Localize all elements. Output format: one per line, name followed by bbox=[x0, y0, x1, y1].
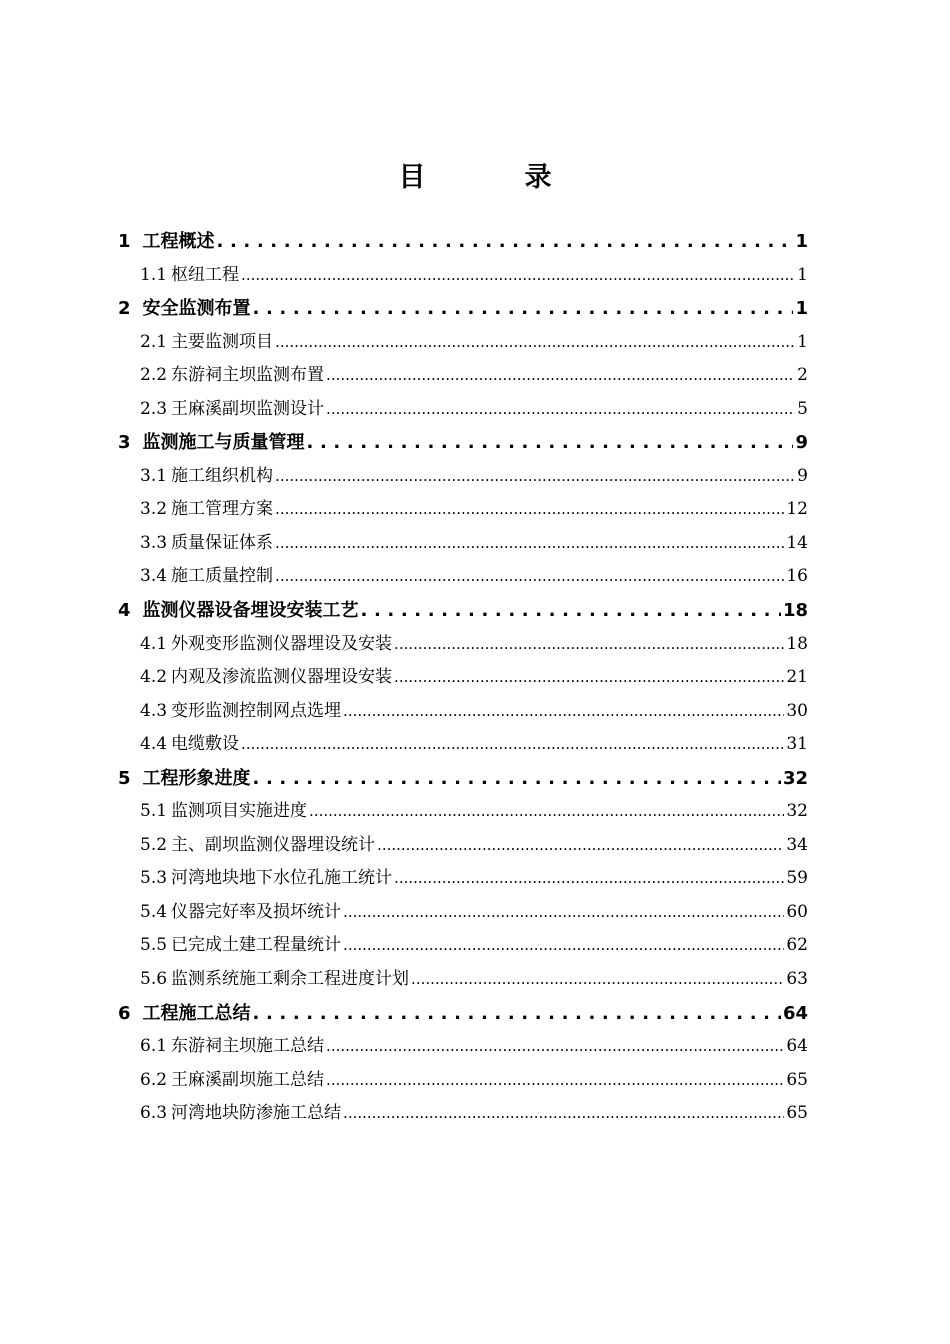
toc-entry-title: 工程概述 bbox=[142, 231, 215, 252]
toc-entry-page: 1 bbox=[797, 264, 808, 285]
toc-entry-title: 监测系统施工剩余工程进度计划 bbox=[171, 969, 410, 990]
toc-entry-number: 6.2 bbox=[140, 1069, 168, 1090]
toc-entry-page: 9 bbox=[795, 432, 808, 454]
toc-entry-page: 63 bbox=[786, 969, 808, 990]
toc-entry-page: 30 bbox=[786, 700, 808, 721]
toc-entry-number: 4.1 bbox=[140, 633, 168, 654]
toc-entry-title: 质量保证体系 bbox=[171, 532, 274, 553]
toc-entry-page: 62 bbox=[786, 935, 808, 956]
toc-entry-page: 18 bbox=[782, 600, 808, 622]
toc-chapter-1[interactable] bbox=[118, 225, 808, 259]
toc-section-5-5[interactable] bbox=[118, 929, 808, 963]
dot-leader bbox=[275, 527, 784, 561]
dot-leader bbox=[343, 929, 784, 963]
toc-section-5-4[interactable] bbox=[118, 896, 808, 930]
toc-section-6-1[interactable] bbox=[118, 1030, 808, 1064]
dot-leader bbox=[253, 762, 781, 796]
table-of-contents bbox=[118, 225, 808, 1131]
toc-entry-number: 2 bbox=[118, 298, 131, 320]
dot-leader bbox=[241, 259, 795, 293]
toc-section-4-2[interactable] bbox=[118, 661, 808, 695]
toc-entry-title: 河湾地块防渗施工总结 bbox=[171, 1103, 342, 1124]
toc-section-5-6[interactable] bbox=[118, 963, 808, 997]
toc-chapter-4[interactable] bbox=[118, 594, 808, 628]
dot-leader bbox=[309, 795, 784, 829]
dot-leader bbox=[326, 359, 795, 393]
toc-entry-number: 4.4 bbox=[140, 734, 168, 755]
toc-entry-number: 5.2 bbox=[140, 834, 168, 855]
toc-title: 目 录 bbox=[398, 162, 588, 193]
toc-entry-page: 64 bbox=[782, 1002, 808, 1024]
toc-entry-number: 1.1 bbox=[140, 264, 168, 285]
toc-entry-page: 2 bbox=[797, 365, 808, 386]
dot-leader bbox=[326, 393, 795, 427]
toc-entry-title: 变形监测控制网点选埋 bbox=[171, 700, 342, 721]
toc-entry-page: 59 bbox=[786, 868, 808, 889]
toc-entry-title: 仪器完好率及损坏统计 bbox=[171, 901, 342, 922]
toc-entry-page: 34 bbox=[786, 834, 808, 855]
toc-entry-title: 王麻溪副坝施工总结 bbox=[171, 1069, 325, 1090]
toc-section-2-1[interactable] bbox=[118, 326, 808, 360]
toc-entry-page: 12 bbox=[786, 499, 808, 520]
toc-entry-title: 主、副坝监测仪器埋设统计 bbox=[171, 834, 376, 855]
toc-entry-number: 3.1 bbox=[140, 465, 168, 486]
toc-entry-page: 14 bbox=[786, 532, 808, 553]
toc-entry-page: 21 bbox=[786, 667, 808, 688]
toc-entry-number: 3.4 bbox=[140, 566, 168, 587]
toc-section-4-3[interactable] bbox=[118, 695, 808, 729]
toc-entry-title: 内观及渗流监测仪器埋设安装 bbox=[171, 667, 393, 688]
toc-entry-number: 5 bbox=[118, 767, 131, 789]
toc-entry-number: 4.2 bbox=[140, 667, 168, 688]
toc-entry-number: 6 bbox=[118, 1002, 131, 1024]
toc-entry-title: 已完成土建工程量统计 bbox=[171, 935, 342, 956]
toc-entry-page: 64 bbox=[786, 1036, 808, 1057]
toc-entry-page: 1 bbox=[795, 231, 808, 252]
toc-entry-page: 5 bbox=[797, 398, 808, 419]
toc-chapter-3[interactable] bbox=[118, 426, 808, 460]
toc-entry-title: 监测项目实施进度 bbox=[171, 801, 308, 822]
dot-leader bbox=[241, 728, 784, 762]
dot-leader bbox=[343, 695, 784, 729]
toc-entry-title: 河湾地块地下水位孔施工统计 bbox=[171, 868, 393, 889]
dot-leader bbox=[275, 560, 784, 594]
toc-entry-title: 东游祠主坝施工总结 bbox=[171, 1036, 325, 1057]
toc-entry-title: 枢纽工程 bbox=[171, 264, 240, 285]
toc-chapter-6[interactable] bbox=[118, 997, 808, 1031]
toc-entry-title: 施工管理方案 bbox=[171, 499, 274, 520]
toc-entry-page: 60 bbox=[786, 901, 808, 922]
toc-section-5-1[interactable] bbox=[118, 795, 808, 829]
dot-leader bbox=[394, 628, 784, 662]
dot-leader bbox=[394, 661, 784, 695]
toc-entry-page: 18 bbox=[786, 633, 808, 654]
toc-section-4-1[interactable] bbox=[118, 628, 808, 662]
toc-entry-title: 电缆敷设 bbox=[171, 734, 240, 755]
toc-entry-page: 32 bbox=[782, 767, 808, 789]
toc-entry-title: 施工组织机构 bbox=[171, 465, 274, 486]
toc-entry-page: 31 bbox=[786, 734, 808, 755]
dot-leader bbox=[326, 1064, 784, 1098]
toc-entry-number: 4.3 bbox=[140, 700, 168, 721]
toc-section-3-1[interactable] bbox=[118, 460, 808, 494]
toc-entry-number: 5.1 bbox=[140, 801, 168, 822]
toc-entry-page: 65 bbox=[786, 1103, 808, 1124]
toc-entry-page: 1 bbox=[795, 298, 808, 320]
dot-leader bbox=[343, 1097, 784, 1131]
toc-entry-title: 监测施工与质量管理 bbox=[142, 432, 305, 454]
dot-leader bbox=[275, 326, 795, 360]
toc-entry-number: 1 bbox=[118, 231, 131, 252]
toc-chapter-2[interactable] bbox=[118, 292, 808, 326]
toc-entry-title: 工程施工总结 bbox=[142, 1002, 251, 1024]
toc-entry-title: 安全监测布置 bbox=[142, 298, 251, 320]
toc-section-6-2[interactable] bbox=[118, 1064, 808, 1098]
toc-entry-number: 2.3 bbox=[140, 398, 168, 419]
toc-entry-number: 5.5 bbox=[140, 935, 168, 956]
toc-section-2-2[interactable] bbox=[118, 359, 808, 393]
toc-chapter-5[interactable] bbox=[118, 762, 808, 796]
dot-leader bbox=[217, 225, 794, 259]
dot-leader bbox=[377, 829, 784, 863]
toc-section-5-2[interactable] bbox=[118, 829, 808, 863]
toc-section-4-4[interactable] bbox=[118, 728, 808, 762]
toc-entry-number: 4 bbox=[118, 600, 131, 622]
toc-entry-title: 施工质量控制 bbox=[171, 566, 274, 587]
toc-entry-number: 3.2 bbox=[140, 499, 168, 520]
dot-leader bbox=[253, 997, 781, 1031]
toc-entry-title: 监测仪器设备埋设安装工艺 bbox=[142, 600, 359, 622]
toc-entry-number: 5.4 bbox=[140, 901, 168, 922]
toc-entry-page: 9 bbox=[797, 465, 808, 486]
dot-leader bbox=[394, 862, 784, 896]
toc-entry-title: 工程形象进度 bbox=[142, 767, 251, 789]
toc-entry-title: 主要监测项目 bbox=[171, 331, 274, 352]
toc-entry-title: 王麻溪副坝监测设计 bbox=[171, 398, 325, 419]
dot-leader bbox=[253, 292, 794, 326]
toc-section-2-3[interactable] bbox=[118, 393, 808, 427]
toc-section-3-3[interactable] bbox=[118, 527, 808, 561]
toc-entry-number: 6.1 bbox=[140, 1036, 168, 1057]
dot-leader bbox=[275, 493, 784, 527]
toc-entry-page: 32 bbox=[786, 801, 808, 822]
dot-leader bbox=[307, 426, 794, 460]
toc-entry-number: 2.2 bbox=[140, 365, 168, 386]
toc-entry-title: 外观变形监测仪器埋设及安装 bbox=[171, 633, 393, 654]
toc-entry-number: 6.3 bbox=[140, 1103, 168, 1124]
toc-entry-number: 5.6 bbox=[140, 969, 168, 990]
toc-entry-number: 2.1 bbox=[140, 331, 168, 352]
toc-entry-number: 3 bbox=[118, 432, 131, 454]
toc-section-1-1[interactable] bbox=[118, 259, 808, 293]
toc-entry-title: 东游祠主坝监测布置 bbox=[171, 365, 325, 386]
toc-section-6-3[interactable] bbox=[118, 1097, 808, 1131]
toc-section-5-3[interactable] bbox=[118, 862, 808, 896]
toc-section-3-4[interactable] bbox=[118, 560, 808, 594]
dot-leader bbox=[343, 896, 784, 930]
toc-entry-page: 1 bbox=[797, 331, 808, 352]
toc-entry-page: 16 bbox=[786, 566, 808, 587]
toc-entry-number: 3.3 bbox=[140, 532, 168, 553]
dot-leader bbox=[361, 594, 781, 628]
dot-leader bbox=[411, 963, 784, 997]
toc-section-3-2[interactable] bbox=[118, 493, 808, 527]
toc-entry-page: 65 bbox=[786, 1069, 808, 1090]
dot-leader bbox=[275, 460, 795, 494]
dot-leader bbox=[326, 1030, 784, 1064]
toc-entry-number: 5.3 bbox=[140, 868, 168, 889]
